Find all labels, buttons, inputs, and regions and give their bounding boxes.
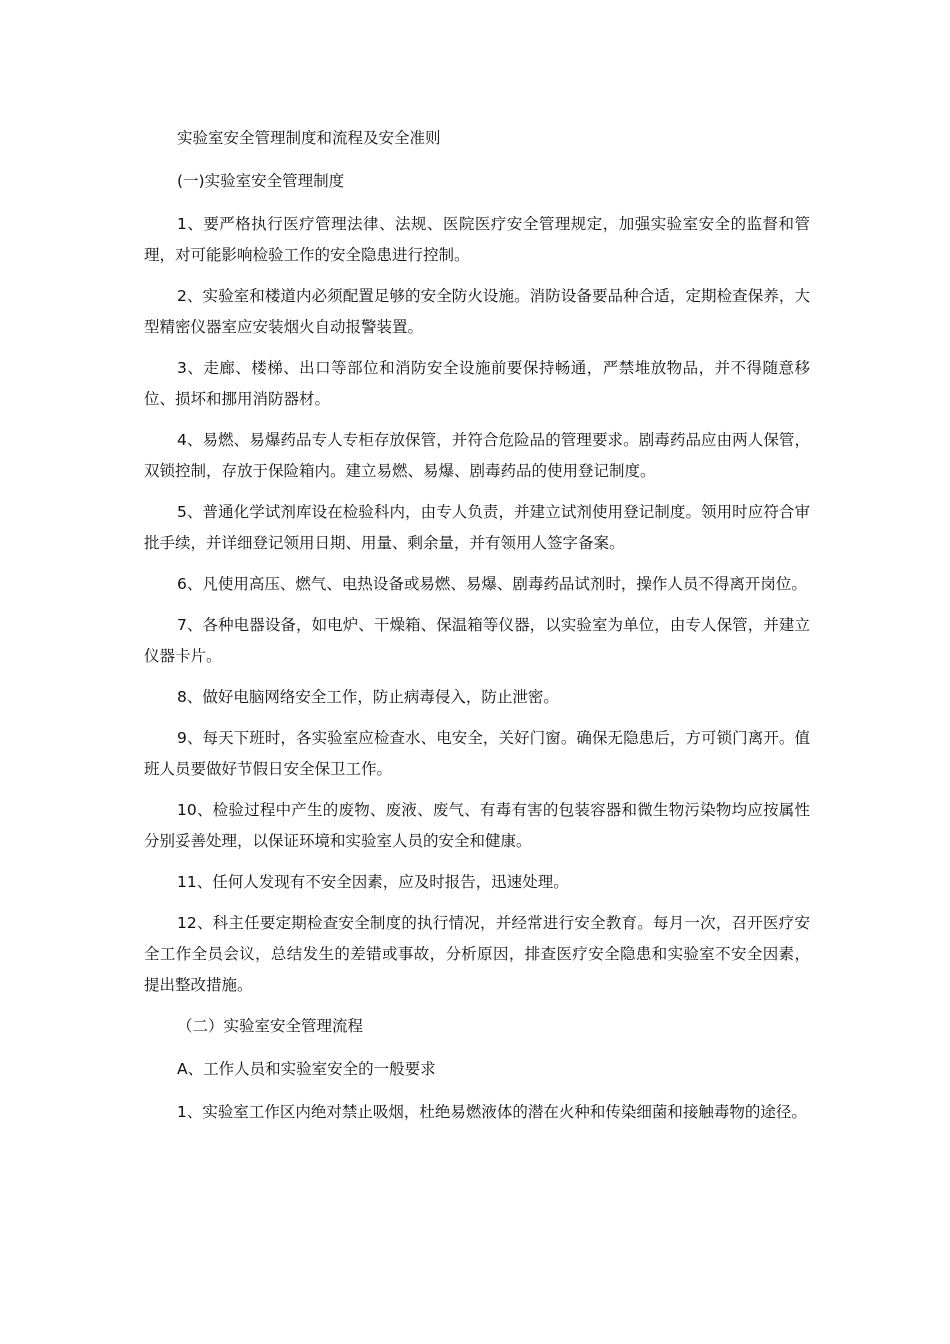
rule-item-7: 7、各种电器设备，如电炉、干燥箱、保温箱等仪器，以实验室为单位，由专人保管，并建立仪器卡片。: [144, 616, 810, 665]
rule-item-8: 8、做好电脑网络安全工作，防止病毒侵入，防止泄密。: [177, 688, 559, 706]
section-heading-1: (一)实验室安全管理制度: [177, 172, 345, 190]
requirement-item-1: 1、实验室工作区内绝对禁止吸烟，杜绝易燃液体的潜在火种和传染细菌和接触毒物的途径。: [177, 1103, 807, 1121]
rule-item-5: 5、普通化学试剂库设在检验科内，由专人负责，并建立试剂使用登记制度。领用时应符合审批手续，并详细登记领用日期、用量、剩余量，并有领用人签字备案。: [144, 503, 810, 552]
rule-item-12: 12、科主任要定期检查安全制度的执行情况，并经常进行安全教育。每月一次，召开医疗安全工作全员会议，总结发生的差错或事故，分析原因，排查医疗安全隐患和实验室不安全因素，提出整改措施。: [144, 914, 810, 994]
rule-item-1: 1、要严格执行医疗管理法律、法规、医院医疗安全管理规定，加强实验室安全的监督和管理，对可能影响检验工作的安全隐患进行控制。: [144, 215, 810, 264]
section-heading-2: （二）实验室安全管理流程: [177, 1017, 364, 1035]
document-body: [144, 123, 810, 1138]
rule-item-2: 2、实验室和楼道内必须配置足够的安全防火设施。消防设备要品种合适，定期检查保养，大型精密仪器室应安装烟火自动报警装置。: [144, 287, 810, 336]
subsection-heading-a: A、工作人员和实验室安全的一般要求: [177, 1060, 436, 1078]
rule-item-6: 6、凡使用高压、燃气、电热设备或易燃、易爆、剧毒药品试剂时，操作人员不得离开岗位。: [177, 575, 807, 593]
rule-item-9: 9、每天下班时，各实验室应检查水、电安全，关好门窗。确保无隐患后，方可锁门离开。值班人员要做好节假日安全保卫工作。: [144, 729, 810, 778]
rule-item-4: 4、易燃、易爆药品专人专柜存放保管，并符合危险品的管理要求。剧毒药品应由两人保管，双锁控制，存放于保险箱内。建立易燃、易爆、剧毒药品的使用登记制度。: [144, 431, 810, 480]
rule-item-10: 10、检验过程中产生的废物、废液、废气、有毒有害的包装容器和微生物污染物均应按属性分别妥善处理，以保证环境和实验室人员的安全和健康。: [144, 801, 810, 850]
document-title: 实验室安全管理制度和流程及安全准则: [177, 129, 441, 147]
rule-item-3: 3、走廊、楼梯、出口等部位和消防安全设施前要保持畅通，严禁堆放物品，并不得随意移位、损坏和挪用消防器材。: [144, 359, 810, 408]
rule-item-11: 11、任何人发现有不安全因素，应及时报告，迅速处理。: [177, 873, 569, 891]
